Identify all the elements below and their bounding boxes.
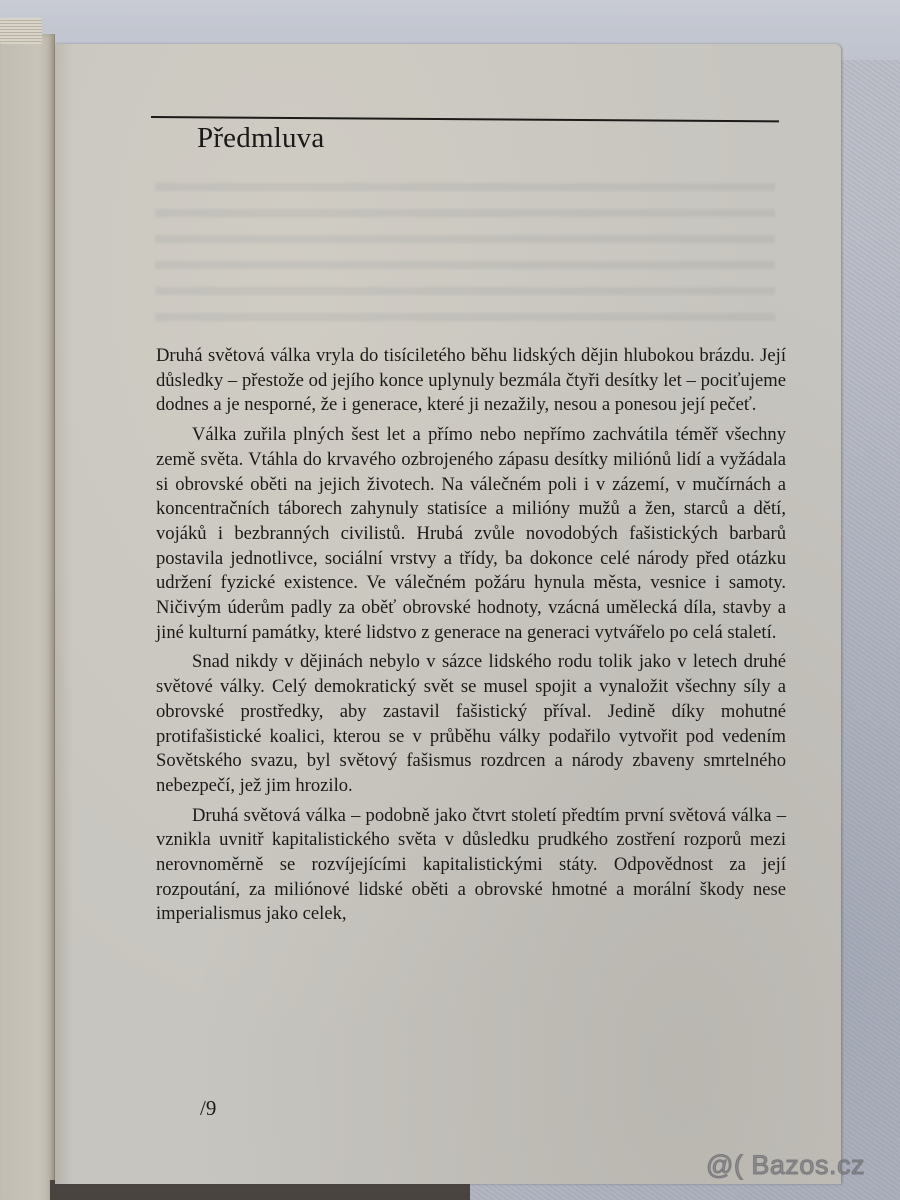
previous-page-edge — [0, 34, 55, 1200]
paragraph: Druhá světová válka vryla do tisíciletého běhu lidských dějin hlubokou brázdu. Její důsledky – přestože od jejího konce uplynuly bezmála čtyři desítky let – pociťujeme dodnes a je nesporné, že i generace, které ji nezažily, nesou a ponesou její pečeť. — [156, 345, 786, 416]
body-text — [156, 344, 786, 932]
paragraph: Druhá světová válka – podobně jako čtvrt století předtím první světová válka – vznikla uvnitř kapitalistického světa v důsledku prudkého zostření rozporů mezi nerovnoměrně se rozvíjejícími kapitalistickými státy. Odpovědnost za její rozpoutání, za miliónové lidské oběti a obrovské hmotné a morální škody nese imperialismus jako celek, — [156, 804, 786, 925]
paragraph: Snad nikdy v dějinách nebylo v sázce lidského rodu tolik jako v letech druhé světové války. Celý demokratický svět se musel spojit a vynaložit všechny síly a obrovské prostředky, aby zastavil fašistický příval. Jedině díky mohutné protifašistické koalici, kterou se v průběhu války podařilo vytvořit pod vedením Sovětského svazu, byl světový fašismus rozdrcen a národy zbaveny smrtelného nebezpečí, jež jim hrozilo. — [156, 651, 786, 796]
page-title: Předmluva — [197, 122, 325, 154]
page-stack-edge — [0, 18, 42, 44]
watermark: @( Bazos.cz — [706, 1150, 865, 1180]
page-number: /9 — [200, 1096, 217, 1120]
book-page — [55, 44, 841, 1184]
paragraph: Válka zuřila plných šest let a přímo nebo nepřímo zachvátila téměř všechny země světa. Vtáhla do krvavého ozbrojeného zápasu desítky miliónů lidí a vyžádala si obrovské oběti na jejich životech. Na válečném poli i v zázemí, v mučírnách a koncentračních táborech zahynuly statisíce a milióny mužů a žen, starců a dětí, vojáků i bezbranných civilistů. Hrubá zvůle novodobých fašistických barbarů postavila jednotlivce, sociální vrstvy a třídy, ba dokonce celé národy před otázku udržení fyzické existence. Ve válečném požáru hynula města, vesnice i samoty. Ničivým úderům padly za oběť obrovské hodnoty, vzácná umělecká díla, stavby a jiné kulturní památky, které lidstvo z generace na generaci vytvářelo po celá staletí. — [156, 424, 786, 643]
show-through-text — [155, 169, 775, 334]
